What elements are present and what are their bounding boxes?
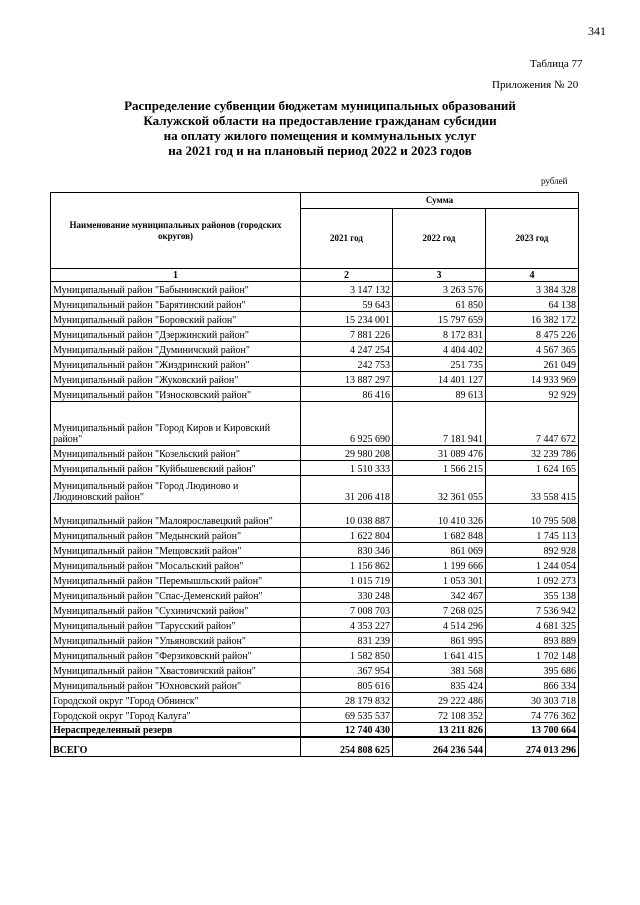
value-2022: 61 850	[393, 297, 486, 312]
value-2022: 251 735	[393, 357, 486, 372]
district-name: Муниципальный район "Мещовский район"	[51, 543, 301, 558]
value-2022: 1 641 415	[393, 648, 486, 663]
header-2023: 2023 год	[486, 209, 579, 269]
subvention-table	[50, 192, 579, 757]
value-2023: 261 049	[486, 357, 579, 372]
value-2023: 866 334	[486, 678, 579, 693]
district-name: Муниципальный район "Хвастовичский район"	[51, 663, 301, 678]
value-2021: 4 353 227	[301, 618, 393, 633]
value-2022: 342 467	[393, 588, 486, 603]
value-2023: 32 239 786	[486, 446, 579, 461]
table-body	[51, 282, 579, 723]
title-line: на оплату жилого помещения и коммунальных услуг	[163, 128, 477, 143]
district-name: Муниципальный район "Жуковский район"	[51, 372, 301, 387]
district-name: Муниципальный район "Барятинский район"	[51, 297, 301, 312]
value-2023: 395 686	[486, 663, 579, 678]
value-2021: 6 925 690	[301, 402, 393, 446]
value-2021: 69 535 537	[301, 708, 393, 723]
table-row	[51, 327, 579, 342]
table-row	[51, 461, 579, 476]
table-row	[51, 476, 579, 504]
value-2022: 1 199 666	[393, 558, 486, 573]
value-2022: 1 566 215	[393, 461, 486, 476]
table-row	[51, 357, 579, 372]
value-2021: 830 346	[301, 543, 393, 558]
value-2022: 7 181 941	[393, 402, 486, 446]
district-name: Муниципальный район "Ферзиковский район"	[51, 648, 301, 663]
value-2023: 1 624 165	[486, 461, 579, 476]
value-2021: 59 643	[301, 297, 393, 312]
value-2023: 30 303 718	[486, 693, 579, 708]
reserve-2022: 13 211 826	[393, 723, 486, 737]
district-name: Муниципальный район "Мосальский район"	[51, 558, 301, 573]
value-2022: 8 172 831	[393, 327, 486, 342]
table-row	[51, 387, 579, 402]
value-2023: 1 092 273	[486, 573, 579, 588]
value-2023: 10 795 508	[486, 504, 579, 528]
value-2021: 31 206 418	[301, 476, 393, 504]
value-2023: 14 933 969	[486, 372, 579, 387]
header-sum: Сумма	[301, 193, 579, 209]
title-line: на 2021 год и на плановый период 2022 и 2023 годов	[168, 143, 472, 158]
value-2022: 89 613	[393, 387, 486, 402]
value-2021: 367 954	[301, 663, 393, 678]
reserve-2021: 12 740 430	[301, 723, 393, 737]
district-name: Городской округ "Город Калуга"	[51, 708, 301, 723]
total-name: ВСЕГО	[51, 737, 301, 757]
district-name: Муниципальный район "Боровский район"	[51, 312, 301, 327]
col-index-3: 3	[393, 269, 486, 282]
table-row	[51, 663, 579, 678]
units-label: рублей	[541, 176, 568, 186]
value-2022: 29 222 486	[393, 693, 486, 708]
district-name: Муниципальный район "Куйбышевский район"	[51, 461, 301, 476]
value-2021: 330 248	[301, 588, 393, 603]
district-name: Муниципальный район "Думиничский район"	[51, 342, 301, 357]
value-2023: 4 681 325	[486, 618, 579, 633]
value-2022: 1 682 848	[393, 528, 486, 543]
col-index-1: 1	[51, 269, 301, 282]
district-name: Муниципальный район "Ульяновский район"	[51, 633, 301, 648]
value-2022: 861 069	[393, 543, 486, 558]
value-2022: 4 404 402	[393, 342, 486, 357]
value-2022: 835 424	[393, 678, 486, 693]
table-row	[51, 633, 579, 648]
table-row	[51, 603, 579, 618]
value-2021: 7 008 703	[301, 603, 393, 618]
value-2023: 355 138	[486, 588, 579, 603]
value-2021: 805 616	[301, 678, 393, 693]
value-2022: 4 514 296	[393, 618, 486, 633]
value-2021: 1 582 850	[301, 648, 393, 663]
value-2023: 64 138	[486, 297, 579, 312]
header-2021: 2021 год	[301, 209, 393, 269]
title-line: Распределение субвенции бюджетам муниципальных образований	[124, 98, 516, 113]
value-2023: 892 928	[486, 543, 579, 558]
value-2021: 29 980 208	[301, 446, 393, 461]
district-name: Муниципальный район "Тарусский район"	[51, 618, 301, 633]
value-2022: 31 089 476	[393, 446, 486, 461]
col-index-2: 2	[301, 269, 393, 282]
table-row	[51, 297, 579, 312]
total-2023: 274 013 296	[486, 737, 579, 757]
table-row	[51, 588, 579, 603]
total-2022: 264 236 544	[393, 737, 486, 757]
table-row	[51, 446, 579, 461]
table-row	[51, 528, 579, 543]
document-title	[60, 98, 580, 158]
value-2023: 3 384 328	[486, 282, 579, 297]
table-row	[51, 573, 579, 588]
value-2022: 861 995	[393, 633, 486, 648]
appendix-label: Приложения № 20	[492, 79, 579, 91]
value-2022: 1 053 301	[393, 573, 486, 588]
district-name: Муниципальный район "Сухиничский район"	[51, 603, 301, 618]
total-2021: 254 808 625	[301, 737, 393, 757]
value-2022: 14 401 127	[393, 372, 486, 387]
value-2021: 13 887 297	[301, 372, 393, 387]
value-2023: 8 475 226	[486, 327, 579, 342]
reserve-2023: 13 700 664	[486, 723, 579, 737]
table-row	[51, 372, 579, 387]
district-name: Муниципальный район "Город Киров и Кировский район"	[51, 402, 301, 446]
table-label: Таблица 77	[530, 58, 583, 70]
value-2021: 1 156 862	[301, 558, 393, 573]
value-2021: 1 015 719	[301, 573, 393, 588]
district-name: Муниципальный район "Медынский район"	[51, 528, 301, 543]
district-name: Муниципальный район "Козельский район"	[51, 446, 301, 461]
total-row	[51, 737, 579, 757]
table-row	[51, 282, 579, 297]
district-name: Муниципальный район "Город Людиново и Людиновский район"	[51, 476, 301, 504]
table-row	[51, 708, 579, 723]
table-row	[51, 342, 579, 357]
value-2022: 3 263 576	[393, 282, 486, 297]
district-name: Муниципальный район "Дзержинский район"	[51, 327, 301, 342]
district-name: Муниципальный район "Перемышльский район"	[51, 573, 301, 588]
table-row	[51, 648, 579, 663]
value-2022: 15 797 659	[393, 312, 486, 327]
value-2021: 4 247 254	[301, 342, 393, 357]
value-2023: 4 567 365	[486, 342, 579, 357]
value-2023: 92 929	[486, 387, 579, 402]
district-name: Муниципальный район "Износковский район"	[51, 387, 301, 402]
table-row	[51, 402, 579, 446]
value-2023: 7 536 942	[486, 603, 579, 618]
header-2022: 2022 год	[393, 209, 486, 269]
page-number: 341	[588, 24, 606, 38]
value-2021: 831 239	[301, 633, 393, 648]
value-2023: 7 447 672	[486, 402, 579, 446]
value-2021: 15 234 001	[301, 312, 393, 327]
district-name: Муниципальный район "Спас-Деменский район"	[51, 588, 301, 603]
value-2023: 33 558 415	[486, 476, 579, 504]
value-2022: 381 568	[393, 663, 486, 678]
district-name: Муниципальный район "Бабынинский район"	[51, 282, 301, 297]
reserve-row	[51, 723, 579, 737]
value-2023: 1 745 113	[486, 528, 579, 543]
value-2021: 86 416	[301, 387, 393, 402]
value-2021: 28 179 832	[301, 693, 393, 708]
value-2021: 7 881 226	[301, 327, 393, 342]
value-2021: 3 147 132	[301, 282, 393, 297]
value-2022: 7 268 025	[393, 603, 486, 618]
table-row	[51, 312, 579, 327]
value-2021: 10 038 887	[301, 504, 393, 528]
value-2021: 1 622 804	[301, 528, 393, 543]
title-line: Калужской области на предоставление гражданам субсидии	[143, 113, 497, 128]
value-2021: 1 510 333	[301, 461, 393, 476]
table-row	[51, 543, 579, 558]
table-row	[51, 618, 579, 633]
header-name-col: Наименование муниципальных районов (городских округов)	[51, 193, 301, 269]
value-2023: 1 702 148	[486, 648, 579, 663]
value-2023: 893 889	[486, 633, 579, 648]
table-row	[51, 504, 579, 528]
district-name: Городской округ "Город Обнинск"	[51, 693, 301, 708]
value-2022: 72 108 352	[393, 708, 486, 723]
value-2023: 16 382 172	[486, 312, 579, 327]
reserve-name: Нераспределенный резерв	[51, 723, 301, 737]
table-row	[51, 558, 579, 573]
col-index-4: 4	[486, 269, 579, 282]
table-row	[51, 678, 579, 693]
value-2021: 242 753	[301, 357, 393, 372]
value-2022: 10 410 326	[393, 504, 486, 528]
district-name: Муниципальный район "Юхновский район"	[51, 678, 301, 693]
value-2023: 74 776 362	[486, 708, 579, 723]
district-name: Муниципальный район "Малоярославецкий район"	[51, 504, 301, 528]
value-2023: 1 244 054	[486, 558, 579, 573]
value-2022: 32 361 055	[393, 476, 486, 504]
district-name: Муниципальный район "Жиздринский район"	[51, 357, 301, 372]
table-row	[51, 693, 579, 708]
